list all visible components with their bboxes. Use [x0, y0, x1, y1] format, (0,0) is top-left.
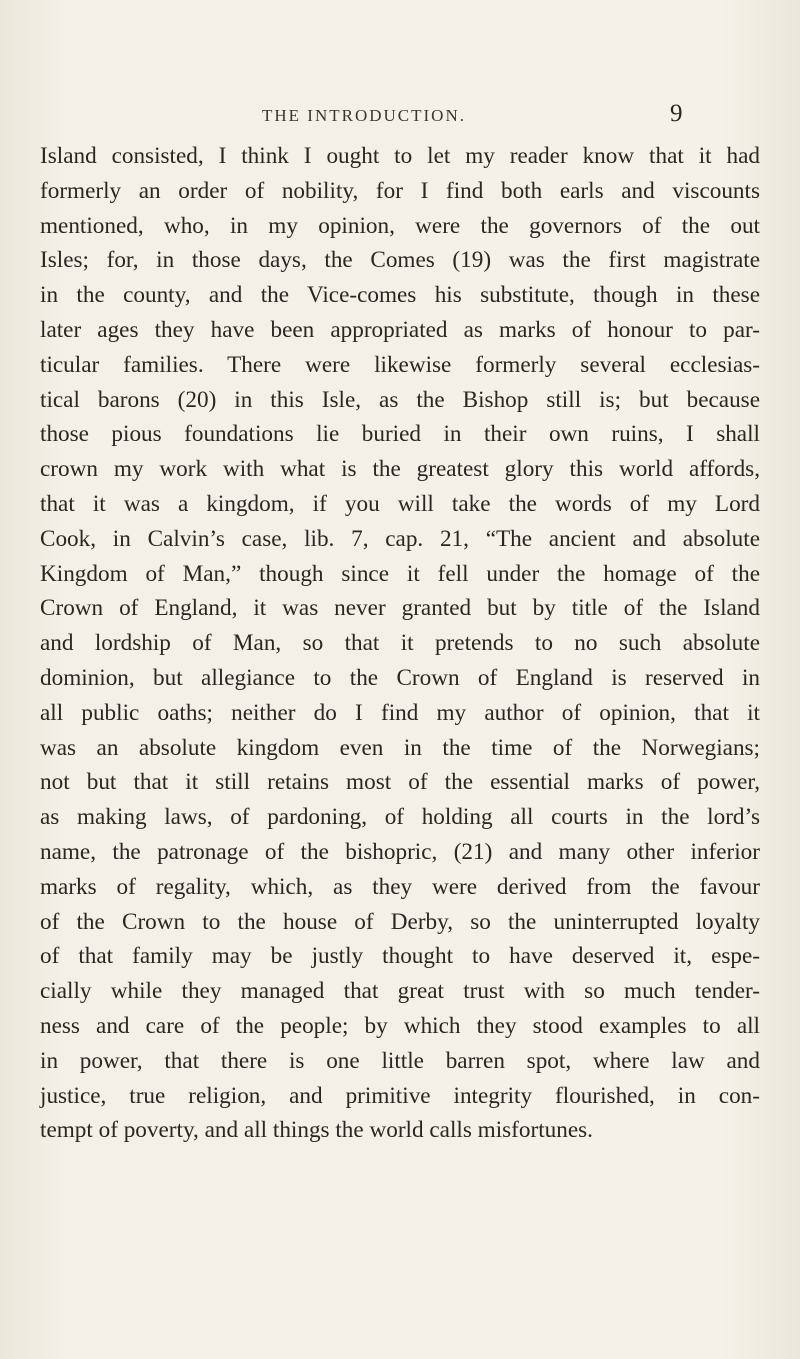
text-line: later ages they have been appropriated as marks of honour to par- [40, 316, 760, 343]
text-line: Island consisted, I think I ought to let my reader know that it had [40, 143, 760, 169]
text-line: in the county, and the Vice-comes his substitute, though in these [40, 282, 760, 309]
text-line: name, the patronage of the bishopric, (21) and many other inferior [40, 838, 760, 865]
text-line: not but that it still retains most of the essential marks of power, [40, 769, 760, 796]
text-line: crown my work with what is the greatest glory this world affords, [40, 456, 760, 483]
text-line: dominion, but allegiance to the Crown of England is reserved in [40, 664, 760, 691]
text-line: those pious foundations lie buried in their own ruins, I shall [40, 421, 760, 448]
page-number: 9 [670, 100, 683, 127]
text-line: Kingdom of Man,” though since it fell under the homage of the [40, 560, 760, 587]
text-line: of the Crown to the house of Derby, so the uninterrupted loyalty [40, 908, 760, 935]
text-line: Crown of England, it was never granted but by title of the Island [40, 595, 760, 622]
running-head [0, 100, 800, 140]
text-line: and lordship of Man, so that it pretends to no such absolute [40, 630, 760, 657]
body-paragraph [40, 139, 760, 1148]
running-title: THE INTRODUCTION. [262, 106, 466, 125]
text-line: was an absolute kingdom even in the time of the Norwegians; [40, 734, 760, 761]
text-line: that it was a kingdom, if you will take the words of my Lord [40, 490, 760, 517]
text-line: Isles; for, in those days, the Comes (19) was the first magistrate [40, 247, 760, 274]
text-line: of that family may be justly thought to have deserved it, espe- [40, 943, 760, 970]
text-line: mentioned, who, in my opinion, were the governors of the out [40, 212, 760, 239]
text-line: cially while they managed that great trust with so much tender- [40, 978, 760, 1005]
text-line: ness and care of the people; by which they stood examples to all [40, 1012, 760, 1039]
text-line: Cook, in Calvin’s case, lib. 7, cap. 21, “The ancient and absolute [40, 525, 760, 552]
text-line: marks of regality, which, as they were derived from the favour [40, 873, 760, 900]
text-line: as making laws, of pardoning, of holding all courts in the lord’s [40, 804, 760, 831]
text-line: in power, that there is one little barren spot, where law and [40, 1047, 760, 1074]
text-line: tempt of poverty, and all things the world calls misfortunes. [40, 1117, 593, 1144]
text-line: ticular families. There were likewise formerly several ecclesias- [40, 351, 760, 378]
text-line: justice, true religion, and primitive integrity flourished, in con- [40, 1082, 760, 1109]
text-line: tical barons (20) in this Isle, as the Bishop still is; but because [40, 386, 760, 413]
text-line: all public oaths; neither do I find my author of opinion, that it [40, 699, 760, 726]
text-line: formerly an order of nobility, for I find both earls and viscounts [40, 177, 760, 204]
